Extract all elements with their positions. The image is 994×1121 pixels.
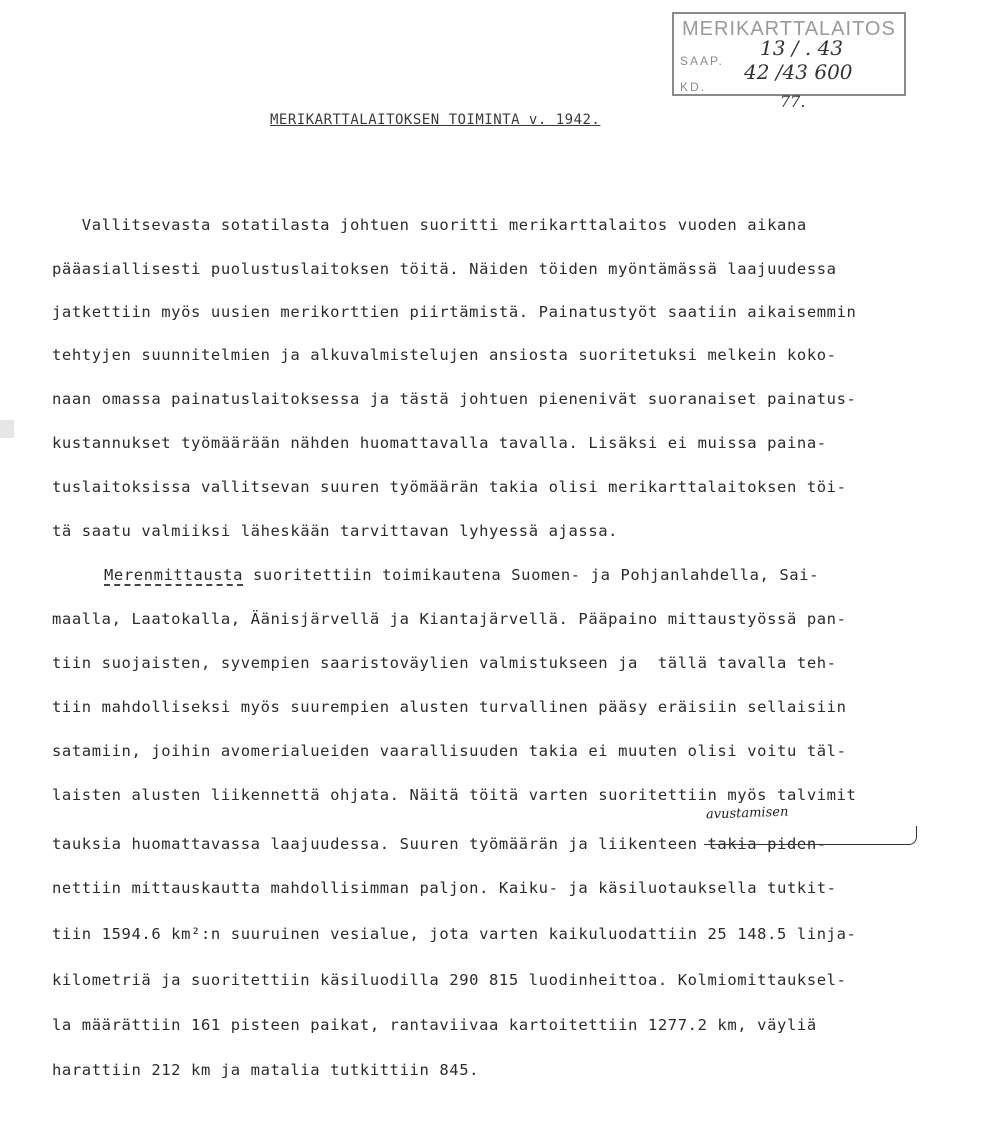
paragraph2-line: harattiin 212 km ja matalia tutkittiin 845. [52,1061,480,1079]
stamp-title: MERIKARTTALAITOS [682,18,896,40]
stamp-saap-label: SAAP. [680,54,724,68]
section-heading-merenmittausta: Merenmittausta [104,566,244,584]
paragraph1-line: kustannukset työmäärään nähden huomattavalla tavalla. Lisäksi ei muissa paina- [52,434,827,452]
handwritten-insertion: avustamisen [705,804,789,823]
insertion-bracket [704,826,917,845]
paragraph2-line: tauksia huomattavassa laajuudessa. Suuren työmäärän ja liikenteen takia piden- [52,835,827,853]
paragraph2-line: kilometriä ja suoritettiin käsiluodilla 290 815 luodinheittoa. Kolmiomittauksel- [52,971,847,989]
paragraph1-line: Vallitsevasta sotatilasta johtuen suoritti merikarttalaitos vuoden aikana [52,216,807,234]
stamp-saap-handwritten: 13 / . 43 [760,36,844,60]
stamp-kd-handwritten: 42 /43 600 [744,60,853,84]
paragraph2-line: la määrättiin 161 pisteen paikat, rantaviivaa kartoitettiin 1277.2 km, väyliä [52,1016,817,1034]
paragraph1-line: tuslaitoksissa vallitsevan suuren työmäärän takia olisi merikarttalaitoksen töi- [52,478,847,496]
document-title: MERIKARTTALAITOKSEN TOIMINTA v. 1942. [270,112,601,128]
paragraph2-line: tiin 1594.6 km²:n suuruinen vesialue, jota varten kaikuluodattiin 25 148.5 linja- [52,925,857,943]
paragraph2-line: laisten alusten liikennettä ohjata. Näitä töitä varten suoritettiin myös talvimit [52,786,857,804]
paragraph1-line: pääasiallisesti puolustuslaitoksen töitä. Näiden töiden myöntämässä laajuudessa [52,260,837,278]
paragraph2-line: tiin mahdolliseksi myös suurempien alusten turvallinen pääsy eräisiin sellaisiin [52,698,847,716]
paragraph2-line: nettiin mittauskautta mahdollisimman paljon. Kaiku- ja käsiluotauksella tutkit- [52,879,837,897]
paragraph2-first-line [104,566,819,584]
paragraph1-line: jatkettiin myös uusien merikorttien piirtämistä. Painatustyöt saatiin aikaisemmin [52,303,857,321]
paragraph1-line: tä saatu valmiiksi läheskään tarvittavan lyhyessä ajassa. [52,522,619,540]
handwritten-mark: 77. [780,92,806,111]
paragraph2-line: tiin suojaisten, syvempien saaristoväylien valmistukseen ja tällä tavalla teh- [52,654,837,672]
paragraph1-line: tehtyjen suunnitelmien ja alkuvalmistelujen ansiosta suoritetuksi melkein koko- [52,346,837,364]
paragraph2-first-line-text: suoritettiin toimikautena Suomen- ja Pohjanlahdella, Sai- [243,566,820,584]
paragraph2-line: maalla, Laatokalla, Äänisjärvellä ja Kiantajärvellä. Pääpaino mittaustyössä pan- [52,610,847,628]
paragraph1-line: naan omassa painatuslaitoksessa ja tästä johtuen pienenivät suoranaiset painatus- [52,390,857,408]
scan-smudge [0,420,14,438]
stamp-kd-label: KD. [680,80,707,94]
paragraph2-line: satamiin, joihin avomerialueiden vaarallisuuden takia ei muuten olisi voitu täl- [52,742,847,760]
